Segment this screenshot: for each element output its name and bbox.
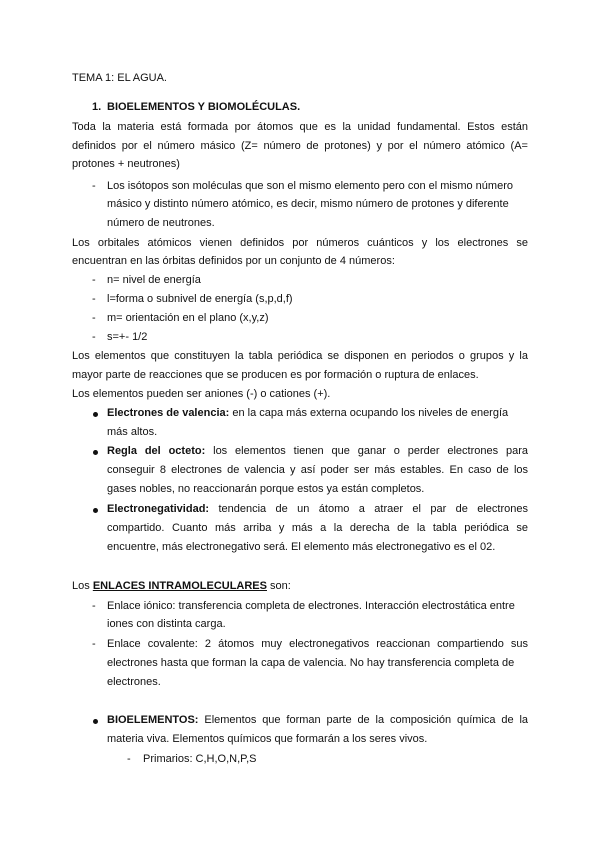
- dash-marker: -: [92, 180, 96, 192]
- electroneg-term: Electronegatividad:: [107, 503, 210, 515]
- electroneg-line-2: compartido. Cuanto más arriba y más a la derecha de la tabla periódica se: [107, 522, 528, 534]
- section-heading: BIOELEMENTOS Y BIOMOLÉCULAS.: [107, 101, 301, 113]
- quantum-s: s=+- 1/2: [107, 331, 148, 343]
- orbitals-line-1: Los orbitales atómicos vienen definidos por números cuánticos y los electrones se: [72, 237, 528, 249]
- dash-marker: -: [92, 331, 96, 343]
- dash-marker: -: [127, 753, 131, 765]
- ions-line: Los elementos pueden ser aniones (-) o cationes (+).: [72, 388, 331, 400]
- intro-line-1: Toda la materia está formada por átomos que es la unidad fundamental. Estos están: [72, 121, 528, 133]
- primary-elements: Primarios: C,H,O,N,P,S: [143, 753, 257, 765]
- dash-marker: -: [92, 274, 96, 286]
- covalent-line-3: electrones.: [107, 676, 161, 688]
- bullet-icon: [93, 508, 98, 513]
- intro-line-3: protones + neutrones): [72, 158, 180, 170]
- octet-text: los elementos tienen que ganar o perder electrones para: [213, 445, 529, 457]
- bullet-icon: [93, 412, 98, 417]
- octet-line-2: conseguir 8 electrones de valencia y así poder ser más estables. En caso de los: [107, 464, 528, 476]
- octet-line-1: [107, 445, 528, 458]
- bonds-suffix: son:: [270, 580, 291, 592]
- bioelements-text: Elementos que forman parte de la composición química de la: [204, 714, 529, 726]
- bonds-term: ENLACES INTRAMOLECULARES: [92, 580, 267, 592]
- bullet-icon: [93, 450, 98, 455]
- bonds-prefix: Los: [72, 580, 90, 592]
- octet-term: Regla del octeto:: [107, 445, 206, 457]
- covalent-line-1: Enlace covalente: 2 átomos muy electronegativos reaccionan compartiendo sus: [107, 638, 528, 650]
- isotopes-line-2: másico y distinto número atómico, es decir, mismo número de protones y diferente: [107, 198, 509, 210]
- orbitals-line-2: encuentran en las órbitas definidos por un conjunto de 4 números:: [72, 255, 395, 267]
- section-number: 1.: [92, 101, 102, 113]
- periodic-line-2: mayor parte de reacciones que se producen es por formación o ruptura de enlaces.: [72, 369, 479, 381]
- bullet-icon: [93, 719, 98, 724]
- dash-marker: -: [92, 600, 96, 612]
- electroneg-line-1: [107, 503, 528, 516]
- bioelements-line-1: [107, 714, 528, 727]
- covalent-line-2: electrones hasta que forman la capa de valencia. No hay transferencia completa de: [107, 657, 515, 669]
- bonds-heading: [72, 580, 291, 593]
- valence-text: en la capa más externa ocupando los niveles de energía: [232, 407, 509, 419]
- document-title: TEMA 1: EL AGUA.: [72, 72, 167, 84]
- electroneg-text: tendencia de un átomo a atraer el par de electrones: [218, 503, 528, 515]
- quantum-l: l=forma o subnivel de energía (s,p,d,f): [107, 293, 293, 305]
- valence-line-1: [107, 407, 528, 420]
- bioelements-term: BIOELEMENTOS:: [107, 714, 199, 726]
- ionic-line-1: Enlace iónico: transferencia completa de electrones. Interacción electrostática entre: [107, 600, 515, 612]
- valence-line-2: más altos.: [107, 426, 158, 438]
- quantum-n: n= nivel de energía: [107, 274, 201, 286]
- quantum-m: m= orientación en el plano (x,y,z): [107, 312, 269, 324]
- intro-line-2: definidos por el número másico (Z= número de protones) y por el número atómico (A=: [72, 140, 528, 152]
- periodic-line-1: Los elementos que constituyen la tabla periódica se disponen en periodos o grupos y la: [72, 350, 528, 362]
- valence-term: Electrones de valencia:: [107, 407, 230, 419]
- isotopes-line-3: número de neutrones.: [107, 217, 215, 229]
- bioelements-line-2: materia viva. Elementos químicos que formarán a los seres vivos.: [107, 733, 428, 745]
- isotopes-line-1: Los isótopos son moléculas que son el mismo elemento pero con el mismo número: [107, 180, 513, 192]
- dash-marker: -: [92, 638, 96, 650]
- dash-marker: -: [92, 312, 96, 324]
- octet-line-3: gases nobles, no reaccionarán porque estos ya están completos.: [107, 483, 425, 495]
- ionic-line-2: iones con distinta carga.: [107, 618, 226, 630]
- electroneg-line-3: encuentre, más electronegativo será. El elemento más electronegativo es el 02.: [107, 541, 496, 553]
- dash-marker: -: [92, 293, 96, 305]
